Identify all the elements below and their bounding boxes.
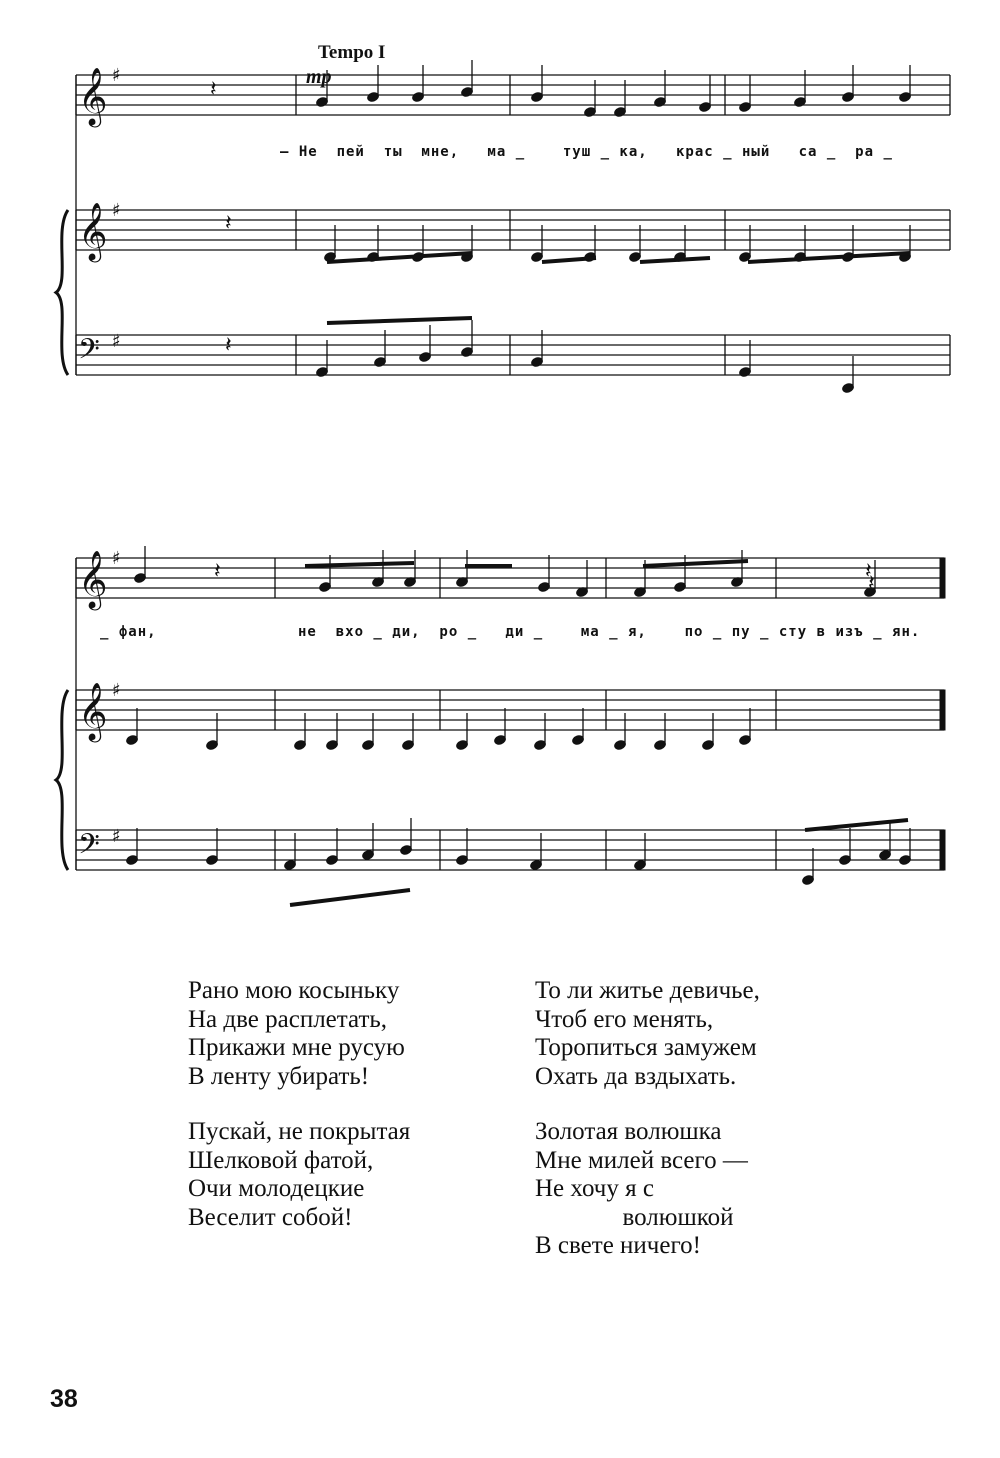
verse-line: На две расплетать, <box>188 1005 388 1033</box>
rest: 𝄽 <box>210 77 217 102</box>
beam <box>305 563 414 566</box>
verse-line: Чтоб его менять, <box>535 1005 714 1033</box>
verse-line: Рано мою косыньку <box>188 977 400 1004</box>
final-barline <box>940 690 945 730</box>
key-signature-sharp: ♯ <box>112 65 121 86</box>
verse-line: Шелковой фатой, <box>188 1146 374 1174</box>
final-barline <box>940 830 945 870</box>
verse-line: Золотая волюшка <box>535 1118 722 1145</box>
final-barline <box>940 558 945 598</box>
treble-clef: 𝄞 <box>78 67 108 125</box>
verse-line: Мне милей всего — <box>535 1146 748 1174</box>
key-signature-sharp: ♯ <box>112 200 121 221</box>
rest: 𝄽 <box>225 333 232 358</box>
beam <box>327 318 472 323</box>
verse-line: Охать да вздыхать. <box>535 1062 737 1090</box>
key-signature-sharp: ♯ <box>112 680 121 701</box>
rest: 𝄽 <box>214 559 221 584</box>
dynamic-marking: mp <box>306 66 332 88</box>
verse-line: волюшкой <box>535 1203 734 1231</box>
verse-line: Прикажи мне русую <box>188 1034 405 1062</box>
verse-line: Веселит собой! <box>188 1203 353 1231</box>
lyrics-line-1: — Не пей ты мне, ма _ туш _ ка, крас _ ный са _ ра _ <box>280 144 893 160</box>
rest: 𝄽 <box>225 211 232 236</box>
rest: 𝄽 <box>868 571 875 596</box>
key-signature-sharp: ♯ <box>112 548 121 569</box>
beam <box>643 561 748 566</box>
beam <box>327 253 472 262</box>
key-signature-sharp: ♯ <box>112 826 121 847</box>
verse-2 <box>188 1118 410 1232</box>
lyrics-line-2: _ фан, не вхо _ ди, ро _ ди _ ма _ я, по _ пу _ сту в изъ _ ян. <box>100 624 921 640</box>
beam <box>640 258 710 262</box>
verse-line: Пускай, не покрытая <box>188 1118 411 1145</box>
bass-clef: 𝄢 <box>78 333 100 373</box>
treble-clef: 𝄞 <box>78 550 108 608</box>
treble-clef: 𝄞 <box>78 682 108 740</box>
verse-line: В свете ничего! <box>535 1232 701 1260</box>
beam <box>290 890 410 905</box>
verse-line: То ли житье девичье, <box>535 977 760 1004</box>
rest: 𝄽 <box>865 559 872 584</box>
page-number: 38 <box>50 1385 78 1413</box>
bass-clef: 𝄢 <box>78 828 100 868</box>
verse-line: Очи молодецкие <box>188 1175 365 1203</box>
beam <box>805 820 908 830</box>
treble-clef: 𝄞 <box>78 202 108 260</box>
grand-staff-brace <box>56 210 68 375</box>
verse-line: В ленту убирать! <box>188 1062 370 1090</box>
verse-line: Не хочу я с <box>535 1175 654 1203</box>
key-signature-sharp: ♯ <box>112 331 121 352</box>
verse-3 <box>535 977 760 1091</box>
grand-staff-brace <box>56 690 68 870</box>
verse-1 <box>188 977 405 1091</box>
verse-line: Торопиться замужем <box>535 1034 757 1062</box>
tempo-marking: Tempo I <box>318 42 386 63</box>
verse-4 <box>535 1118 748 1261</box>
beam <box>748 253 910 262</box>
